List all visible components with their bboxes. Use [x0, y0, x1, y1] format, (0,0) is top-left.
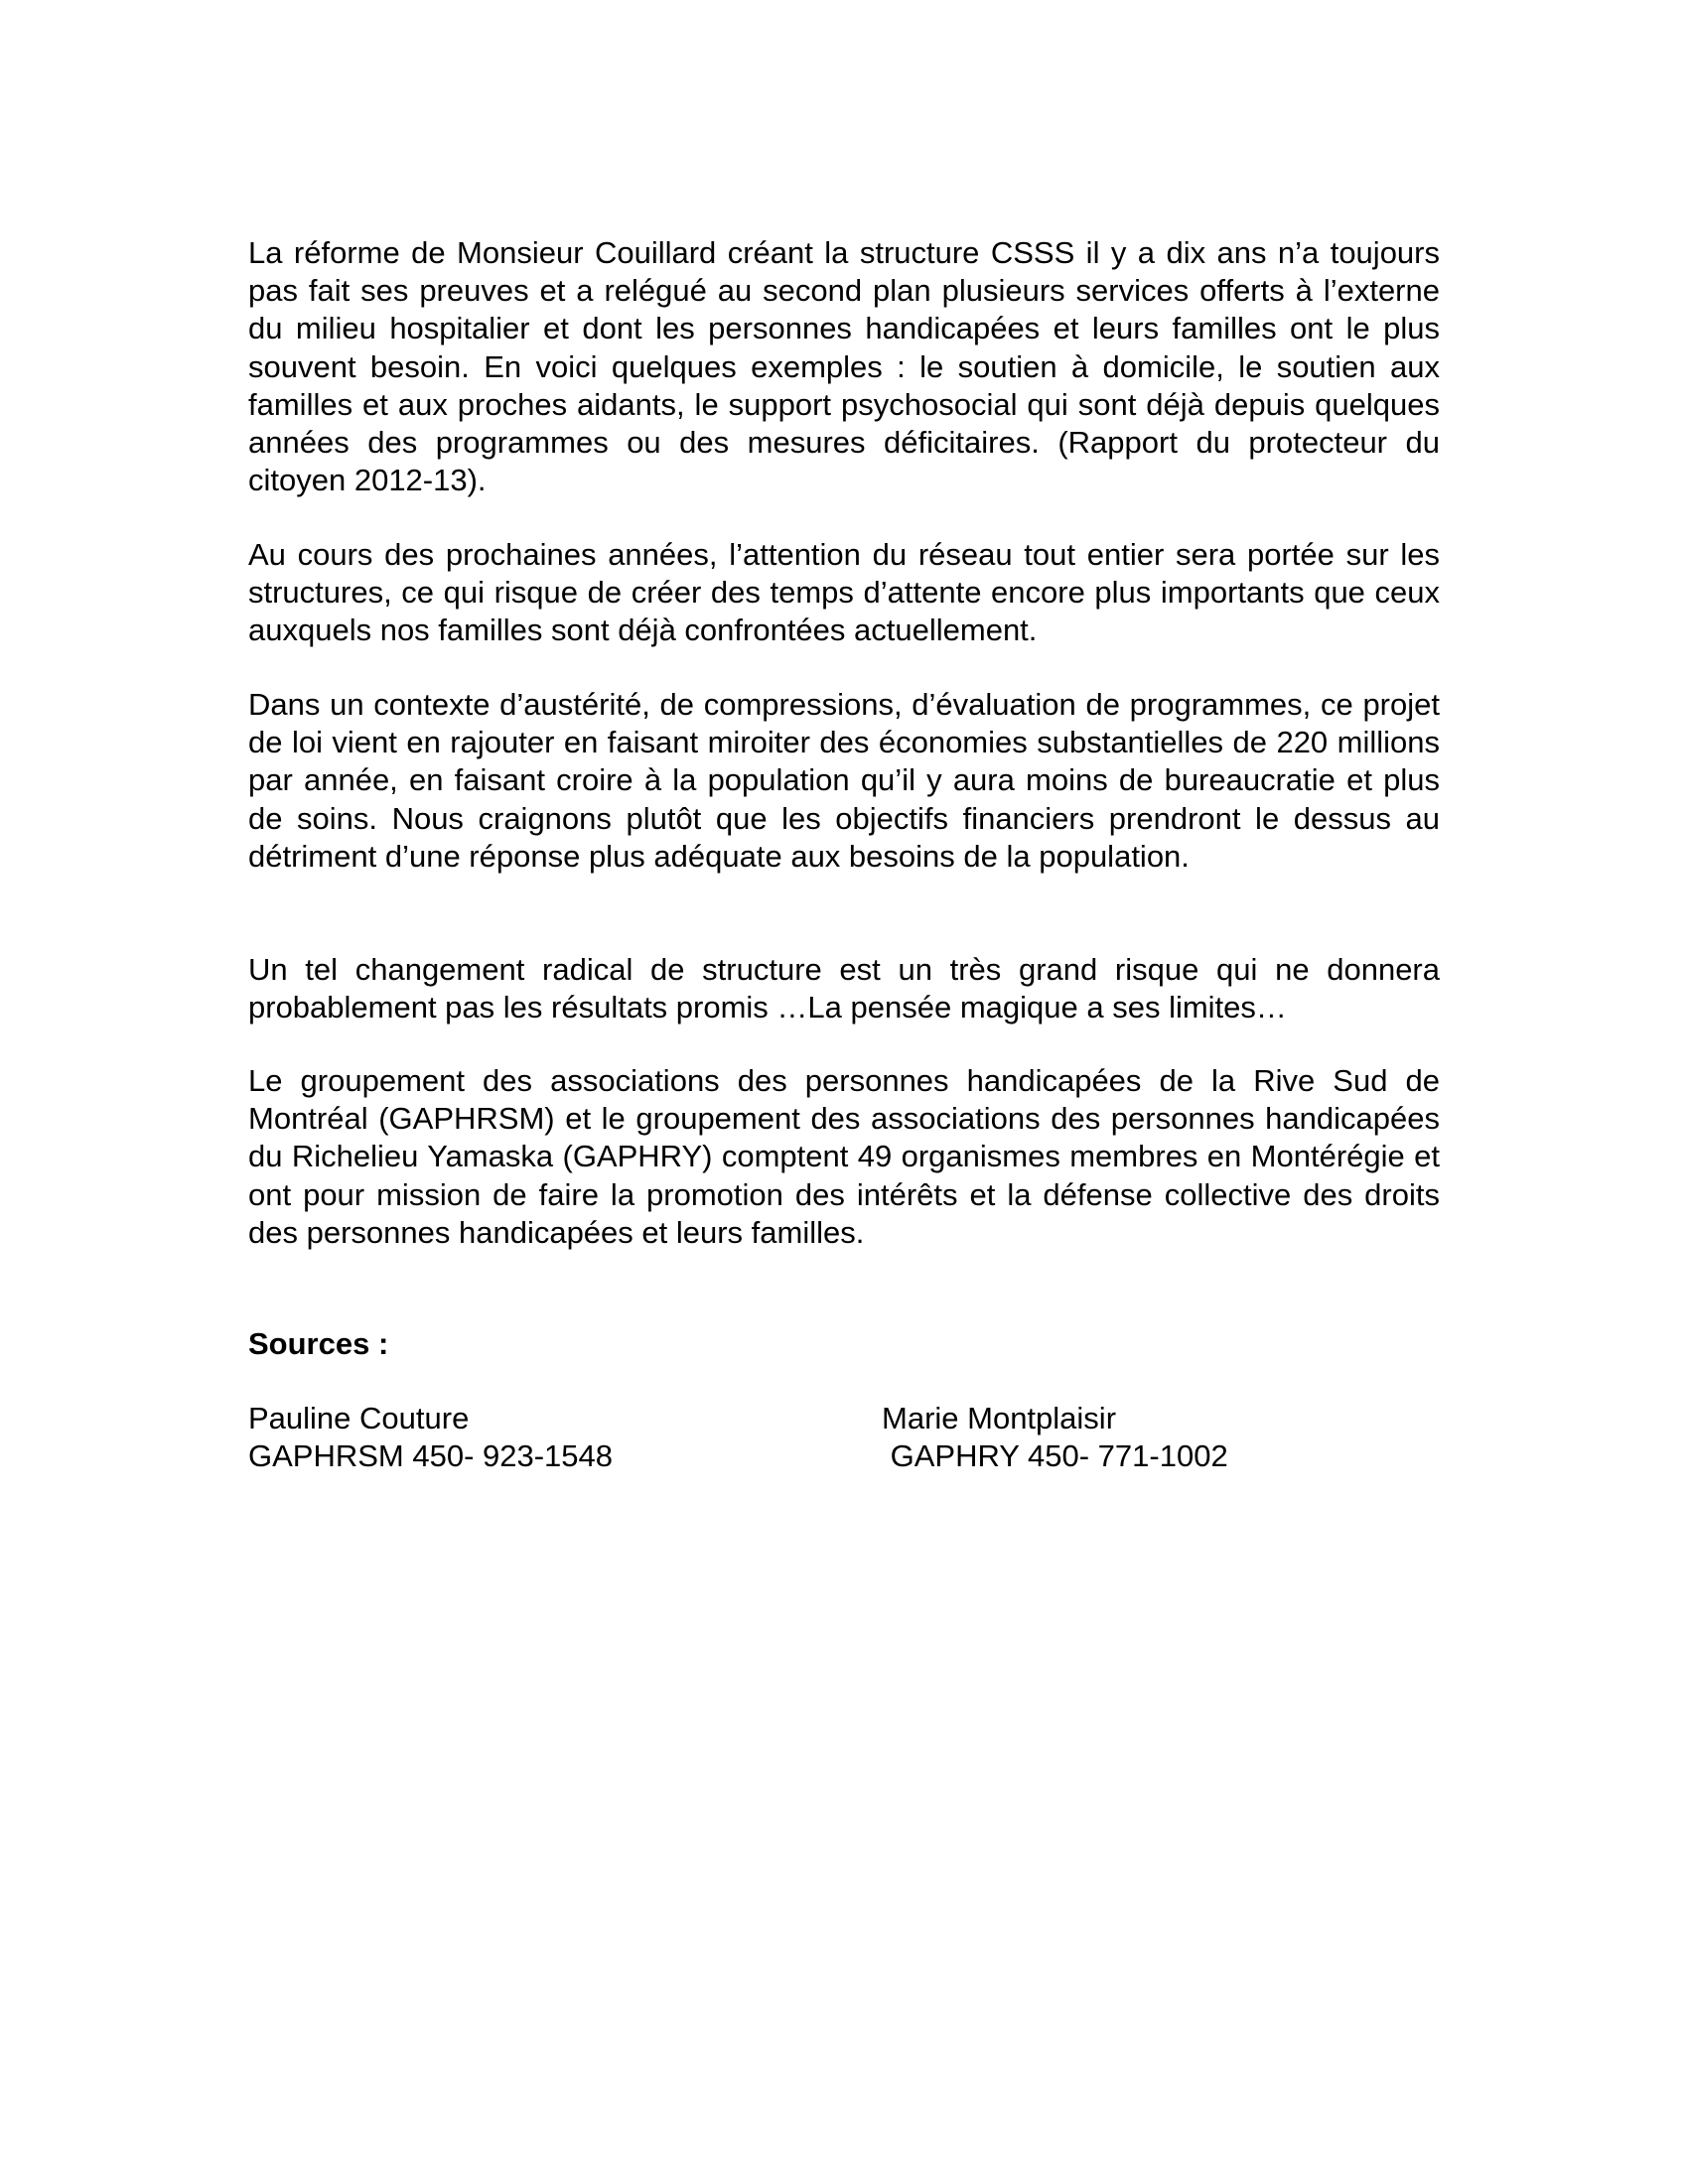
contact-name: Pauline Couture: [248, 1401, 470, 1435]
paragraph-austerity: Dans un contexte d’austérité, de compressions, d’évaluation de programmes, ce projet de loi vient en rajouter en faisant miroiter des économies substantielles de 220 millions par année, en faisant croire à la population qu’il y aura moins de bureaucratie et plus de soins. Nous craignons plutôt que les objectifs financiers prendront le dessus au détriment d’une réponse plus adéquate aux besoins de la population.: [248, 687, 1440, 874]
paragraph-organizations: Le groupement des associations des personnes handicapées de la Rive Sud de Montréal (GAPHRSM) et le groupement des associations des personnes handicapées du Richelieu Yamaska (GAPHRY) comptent 49 organismes membres en Montérégie et ont pour mission de faire la promotion des intérêts et la défense collective des droits des personnes handicapées et leurs familles.: [248, 1063, 1440, 1250]
contact-org-phone: GAPHRSM 450- 923-1548: [248, 1438, 614, 1474]
paragraph-radical-change: Un tel changement radical de structure est un très grand risque qui ne donnera probablement pas les résultats promis …La pensée magique a ses limites…: [248, 952, 1440, 1025]
paragraph-reform: La réforme de Monsieur Couillard créant la structure CSSS il y a dix ans n’a toujours pas fait ses preuves et a relégué au second plan plusieurs services offerts à l’externe du milieu hospitalier et dont les personnes handicapées et leurs familles ont le plus souvent besoin. En voici quelques exemples : le soutien à domicile, le soutien aux familles et aux proches aidants, le support psychosocial qui sont déjà depuis quelques années des programmes ou des mesures déficitaires. (Rapport du protecteur du citoyen 2012-13).: [248, 235, 1440, 498]
contact-right: [882, 1400, 1228, 1475]
contact-left: [248, 1400, 613, 1475]
sources-heading: Sources :: [248, 1326, 389, 1361]
contact-org-phone: GAPHRY 450- 771-1002: [882, 1438, 1228, 1474]
contact-name: Marie Montplaisir: [882, 1401, 1117, 1435]
paragraph-network-attention: Au cours des prochaines années, l’attention du réseau tout entier sera portée sur les structures, ce qui risque de créer des temps d’attente encore plus importants que ceux auxquels nos familles sont déjà confrontées actuellement.: [248, 537, 1440, 648]
